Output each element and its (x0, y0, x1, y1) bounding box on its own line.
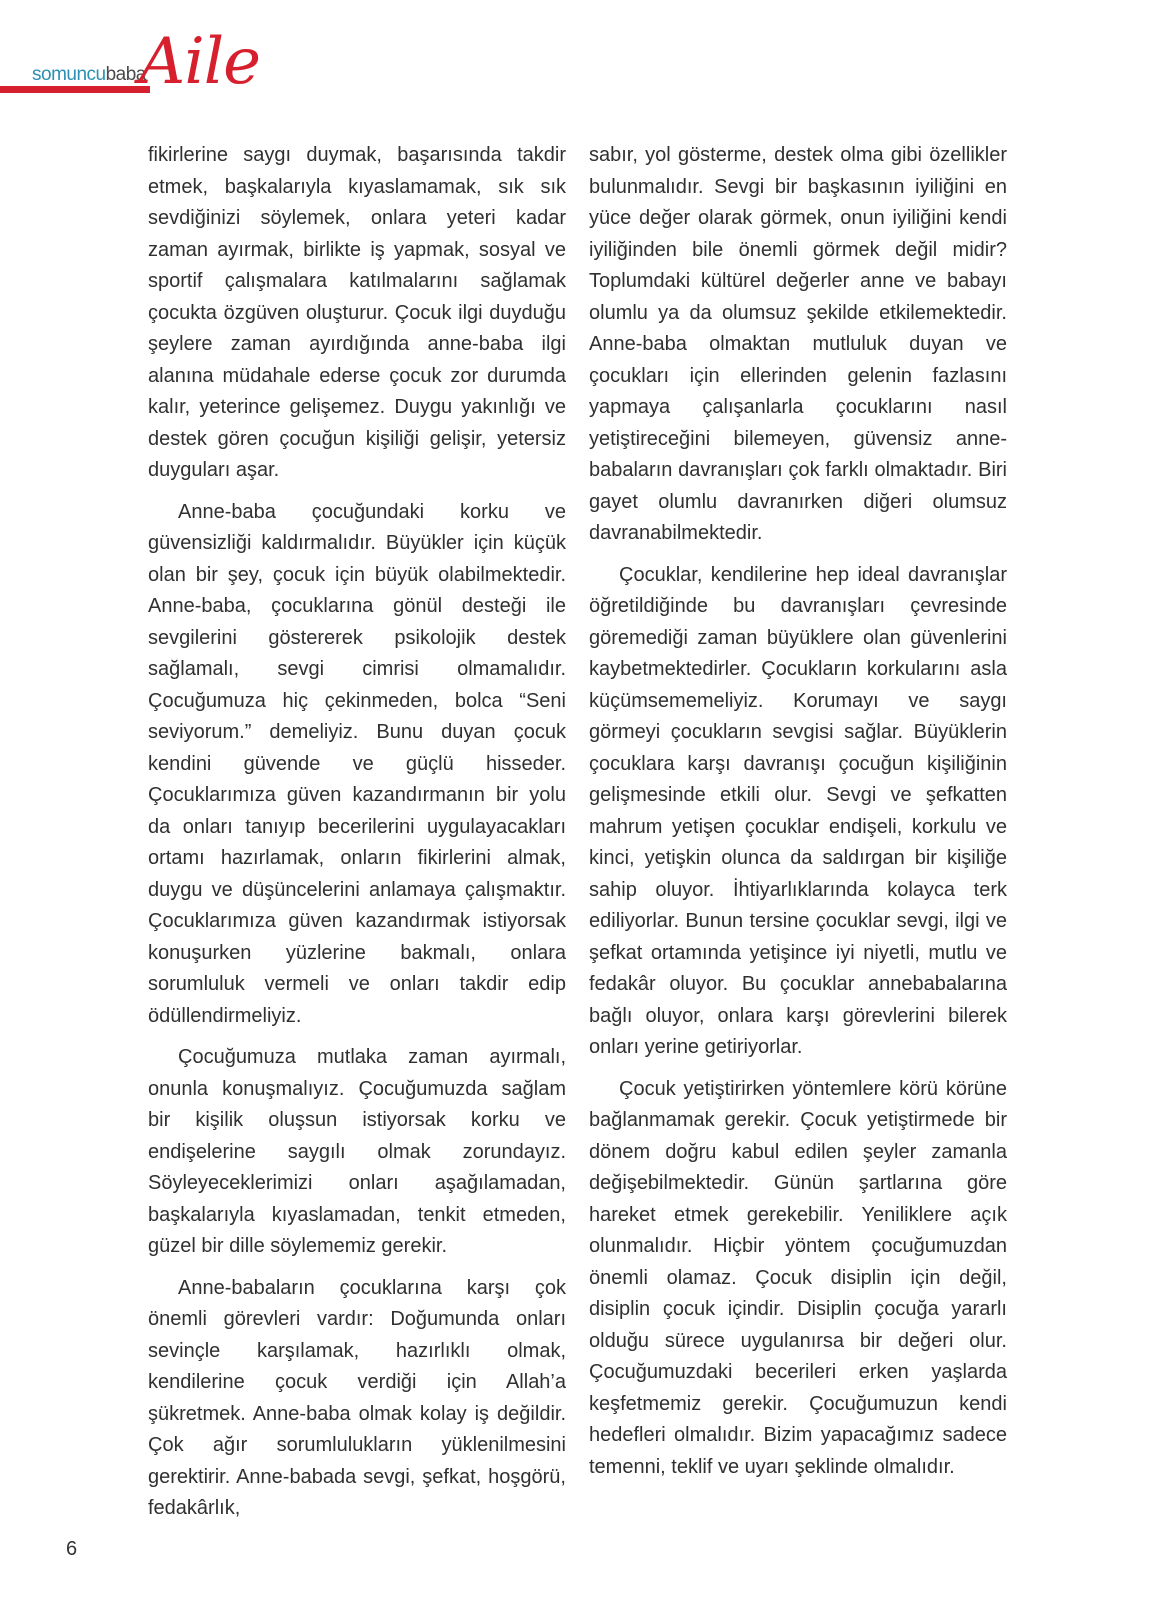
paragraph: Çocuklar, kendilerine hep ideal davranışlar öğretildiğinde bu davranışları çevresinde göremediği zaman büyüklere olan güvenlerini kaybetmektedirler. Çocukların korkularını asla küçümsememeliyiz. Korumayı ve saygı görmeyi çocukların sevgisi sağlar. Büyüklerin çocuklara karşı davranışı çocuğun kişiliğinin gelişmesinde etkili olur. Sevgi ve şefkatten mahrum yetişen çocuklar endişeli, korkulu ve kinci, yetişkin olunca da saldırgan bir kişiliğe sahip oluyor. İhtiyarlıklarında kolayca terk ediliyorlar. Bunun tersine çocuklar sevgi, ilgi ve şefkat ortamında yetişince iyi niyetli, mutlu ve fedakâr oluyor. Bu çocuklar annebabalarına bağlı oluyor, onlara karşı görevlerini bilerek onları yerine getiriyorlar. (589, 563, 1007, 1058)
brand-baba: baba (105, 64, 146, 85)
page-number: 6 (66, 1538, 78, 1560)
paragraph: fikirlerine saygı duymak, başarısında takdir etmek, başkalarıyla kıyaslamamak, sık sık sevdiğinizi söylemek, onlara yeteri kadar zaman ayırmak, birlikte iş yapmak, sosyal ve sportif çalışmalara katılmalarını sağlamak çocukta özgüven oluşturur. Çocuk ilgi duyduğu şeylere zaman ayırdığında anne-baba ilgi alanına müdahale ederse çocuk zor durumda kalır, yeterince gelişemez. Duygu yakınlığı ve destek gören çocuğun kişiliği gelişir, yetersiz duyguları aşar. (148, 144, 566, 481)
right-text-column (589, 140, 1007, 1493)
paragraph: sabır, yol gösterme, destek olma gibi özellikler bulunmalıdır. Sevgi bir başkasının iyiliğini en yüce değer olarak görmek, onun iyiliğini kendi iyiliğinden bile önemli görmek değil midir? Toplumdaki kültürel değerler anne ve babayı olumlu ya da olumsuz şekilde etkilemektedir. Anne-baba olmaktan mutluluk duyan ve çocukları için ellerinden gelenin fazlasını yapmaya çalışanlarla çocuklarını nasıl yetiştireceğini bilemeyen, güvensiz anne-babaların davranışları çok farklı olmaktadır. Biri gayet olumlu davranırken diğeri olumsuz davranabilmektedir. (589, 144, 1007, 544)
header-red-rule (0, 86, 150, 93)
magazine-logo (32, 64, 146, 86)
brand-somuncu: somuncu (32, 64, 106, 85)
section-title: Aile (139, 25, 261, 99)
paragraph: Çocuk yetiştirirken yöntemlere körü körüne bağlanmamak gerekir. Çocuk yetiştirmede bir dönem doğru kabul edilen şeyler zamanla değişebilmektedir. Günün şartlarına göre hareket etmek gerekebilir. Yeniliklere açık olunmalıdır. Hiçbir yöntem çocuğumuzdan önemli olamaz. Çocuk disiplin için değil, disiplin çocuk içindir. Disiplin çocuğa yararlı olduğu sürece uygulanırsa bir değeri olur. Çocuğumuzdaki becerileri erken yaşlarda keşfetmemiz gerekir. Çocuğumuzun kendi hedefleri olmalıdır. Bizim yapacağımız sadece temenni, teklif ve uyarı şeklinde olmalıdır. (589, 1077, 1007, 1478)
left-text-column (148, 140, 566, 1535)
page-header (0, 0, 1152, 120)
paragraph: Anne-baba çocuğundaki korku ve güvensizliği kaldırmalıdır. Büyükler için küçük olan bir şey, çocuk için büyük olabilmektedir. Anne-baba, çocuklarına gönül desteği ile sevgilerini göstererek psikolojik destek sağlamalı, sevgi cimrisi olmamalıdır. Çocuğumuza hiç çekinmeden, bolca “Seni seviyorum.” demeliyiz. Bunu duyan çocuk kendini güvende ve güçlü hisseder. Çocuklarımıza güven kazandırmanın bir yolu da onları tanıyıp becerilerini uygulayacakları ortamı hazırlamak, onların fikirlerini almak, duygu ve düşüncelerini anlamaya çalışmaktır. Çocuklarımıza güven kazandırmak istiyorsak konuşurken yüzlerine bakmalı, onlara sorumluluk vermeli ve onları takdir edip ödüllendirmeliyiz. (148, 500, 566, 1027)
paragraph: Anne-babaların çocuklarına karşı çok önemli görevleri vardır: Doğumunda onları sevinçle karşılamak, hazırlıklı olmak, kendilerine çocuk verdiği için Allah’a şükretmek. Anne-baba olmak kolay iş değildir. Çok ağır sorumlulukların yüklenilmesini gerektirir. Anne-babada sevgi, şefkat, hoşgörü, fedakârlık, (148, 1276, 566, 1519)
paragraph: Çocuğumuza mutlaka zaman ayırmalı, onunla konuşmalıyız. Çocuğumuzda sağlam bir kişilik oluşsun istiyorsak korku ve endişelerine saygılı olmak zorundayız. Söyleyeceklerimizi onları aşağılamadan, başkalarıyla kıyaslamadan, tenkit etmeden, güzel bir dille söylememiz gerekir. (148, 1046, 566, 1257)
